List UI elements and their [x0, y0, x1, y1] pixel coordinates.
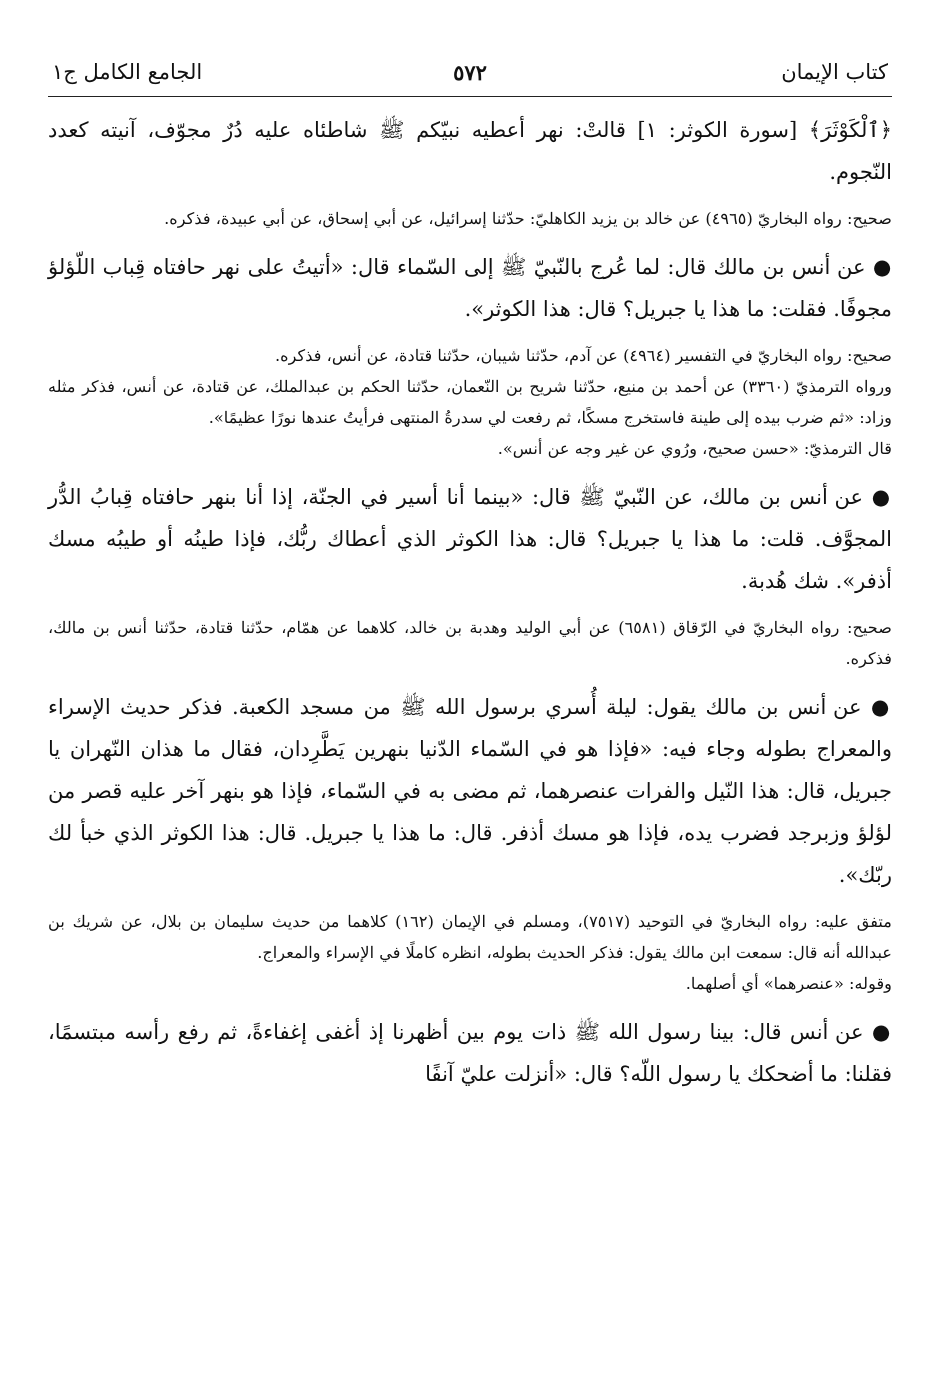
takhrij-note: ورواه الترمذيّ (٣٣٦٠) عن أحمد بن منيع، حدّثنا شريح بن النّعمان، حدّثنا الحكم بن عبدالملك، عن قتادة، عن أنس، فذكر مثله وزاد: «ثم ضرب بيده إلى طينة فاستخرج مسكًا، ثم رفعت لي سدرةُ المنتهى فرأيتُ عندها نورًا عظيمًا».	[48, 377, 892, 427]
takhrij-note: صحيح: رواه البخاريّ في الرّقاق (٦٥٨١) عن أبي الوليد وهدبة بن خالد، كلاهما عن همّام، حدّثنا قتادة، حدّثنا أنس بن مالك، فذكره.	[48, 618, 892, 668]
takhrij-note: قال الترمذيّ: «حسن صحيح، ورُوي عن غير وجه عن أنس».	[497, 439, 892, 458]
page-content	[48, 97, 892, 1095]
hadith-paragraph: ● عن أنس بن مالك يقول: ليلة أُسري برسول الله ﷺ من مسجد الكعبة. فذكر حديث الإسراء والمعراج بطوله وجاء فيه: «فإذا هو في السّماء الدّنيا بنهرين يَطَّرِدان، فقال ما هذان النّهران يا جبريل، قال: هذا النّيل والفرات عنصرهما، ثم مضى به في السّماء، فإذا هو بنهر آخر عليه قصر من لؤلؤ وزبرجد فضرب يده، فإذا هو مسك أذفر. قال: ما هذا يا جبريل. قال: هذا الكوثر الذي خبأ لك ربّك».	[48, 694, 893, 887]
takhrij-note: متفق عليه: رواه البخاريّ في التوحيد (٧٥١٧)، ومسلم في الإيمان (١٦٢) كلاهما من حديث سليمان بن بلال، عن شريك بن عبدالله أنه قال: سمعت ابن مالك يقول: فذكر الحديث بطوله، انظره كاملًا في الإسراء والمعراج.	[48, 912, 892, 962]
takhrij-note: صحيح: رواه البخاريّ في التفسير (٤٩٦٤) عن آدم، حدّثنا شيبان، حدّثنا قتادة، عن أنس، فذكره.	[275, 346, 892, 365]
hadith-paragraph: ● عن أنس بن مالك، عن النّبيّ ﷺ قال: «بينما أنا أسير في الجنّة، إذا أنا بنهر حافتاه قِبابُ الدُّر المجوَّف. قلت: ما هذا يا جبريل؟ قال: هذا الكوثر الذي أعطاك ربُّك، فإذا طينُه أو طيبُه مسك أذفر». شك هُدبة.	[48, 484, 892, 593]
hadith-continuation: ﴿ٱلْكَوْثَرَ﴾ [سورة الكوثر: ١] قالتْ: نهر أعطيه نبيّكم ﷺ شاطئاه عليه دُرٌ مجوّف، آنيته كعدد النّجوم.	[48, 118, 892, 184]
hadith-paragraph: ● عن أنس قال: بينا رسول الله ﷺ ذات يوم بين أظهرنا إذ أغفى إغفاءةً، ثم رفع رأسه مبتسمًا، فقلنا: ما أضحكك يا رسول اللّه؟ قال: «أنزلت عليّ آنفًا	[48, 1019, 892, 1086]
bullet-icon: ●	[872, 254, 892, 279]
bullet-icon: ●	[871, 1019, 892, 1044]
bullet-icon: ●	[870, 694, 893, 719]
book-title: الجامع الكامل ج١	[52, 60, 203, 84]
takhrij-note: صحيح: رواه البخاريّ (٤٩٦٥) عن خالد بن يزيد الكاهليّ: حدّثنا إسرائيل، عن أبي إسحاق، عن أبي عبيدة، فذكره.	[164, 209, 892, 228]
chapter-title: كتاب الإيمان	[781, 60, 888, 84]
hadith-paragraph: ● عن أنس بن مالك قال: لما عُرج بالنّبيّ ﷺ إلى السّماء قال: «أتيتُ على نهر حافتاه قِباب اللّؤلؤ مجوفًا. فقلت: ما هذا يا جبريل؟ قال: هذا الكوثر».	[48, 254, 892, 321]
bullet-icon: ●	[871, 484, 892, 509]
explanation-note: وقوله: «عنصرهما» أي أصلهما.	[685, 974, 892, 993]
page-header	[48, 52, 892, 97]
book-page	[48, 52, 892, 1095]
page-number: ٥٧٢	[453, 60, 487, 85]
